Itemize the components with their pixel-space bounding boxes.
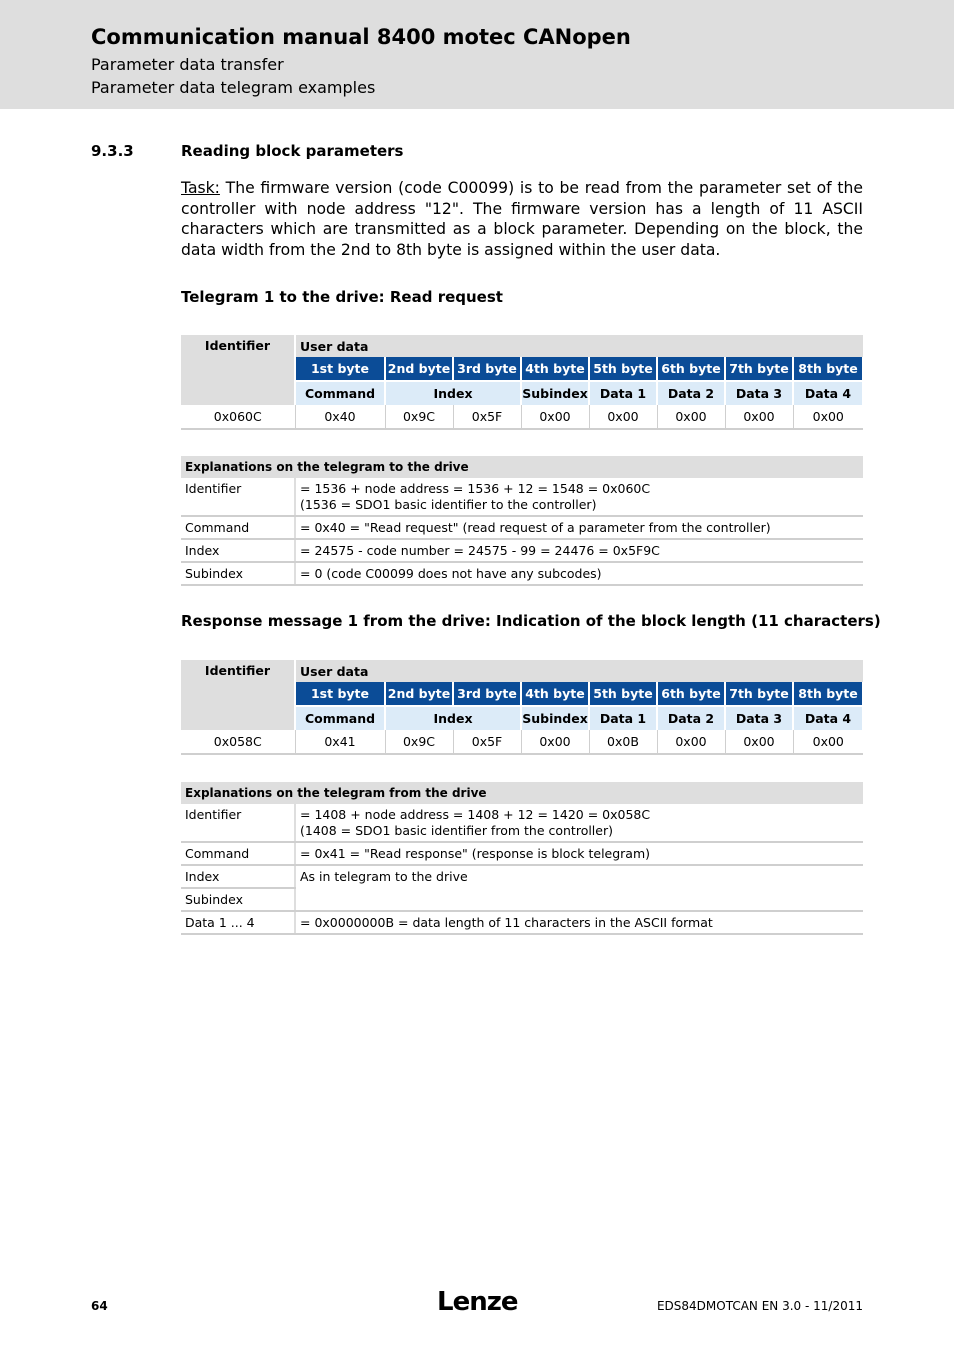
document-reference: EDS84DMOTCAN EN 3.0 - 11/2011 bbox=[656, 1299, 863, 1313]
byte-value: 0x5F bbox=[453, 405, 521, 429]
page-header bbox=[0, 0, 954, 109]
explanation-text: = 0x40 = "Read request" (read request of a parameter from the controller) bbox=[295, 516, 863, 539]
explanation-line: = 1408 + node address = 1408 + 12 = 1420 = 0x058C bbox=[300, 807, 651, 822]
explanation-label: Command bbox=[181, 842, 295, 865]
byte-value: 0x00 bbox=[725, 405, 793, 429]
explanation-label: Index bbox=[181, 539, 295, 562]
task-label: Task: bbox=[181, 179, 220, 197]
task-paragraph bbox=[181, 178, 863, 260]
explanation-label: Index bbox=[181, 865, 295, 888]
byte-header: 3rd byte bbox=[453, 682, 521, 706]
response1-heading: Response message 1 from the drive: Indication of the block length (11 characters) bbox=[181, 612, 881, 630]
byte-value: 0x00 bbox=[657, 405, 725, 429]
identifier-value: 0x060C bbox=[181, 405, 295, 429]
byte-value: 0x40 bbox=[295, 405, 385, 429]
byte-header: 7th byte bbox=[725, 357, 793, 381]
field-header: Data 2 bbox=[657, 706, 725, 730]
byte-value: 0x00 bbox=[657, 730, 725, 754]
explanation-label: Subindex bbox=[181, 888, 295, 911]
field-header: Subindex bbox=[521, 381, 589, 405]
explanation-line: (1408 = SDO1 basic identifier from the controller) bbox=[300, 823, 613, 838]
telegram1-heading: Telegram 1 to the drive: Read request bbox=[181, 288, 503, 306]
byte-header: 2nd byte bbox=[385, 682, 453, 706]
lenze-logo: Lenze bbox=[437, 1287, 518, 1317]
page-number: 64 bbox=[91, 1299, 108, 1313]
explanation-text: = 0x41 = "Read response" (response is block telegram) bbox=[295, 842, 863, 865]
explanation-text: As in telegram to the drive bbox=[295, 865, 863, 911]
byte-value: 0x00 bbox=[589, 405, 657, 429]
field-header: Data 2 bbox=[657, 381, 725, 405]
byte-value: 0x9C bbox=[385, 405, 453, 429]
byte-header: 1st byte bbox=[295, 357, 385, 381]
field-header: Index bbox=[385, 706, 521, 730]
field-header: Command bbox=[295, 381, 385, 405]
byte-value: 0x0B bbox=[589, 730, 657, 754]
explanation-label: Command bbox=[181, 516, 295, 539]
byte-header: 2nd byte bbox=[385, 357, 453, 381]
identifier-header: Identifier bbox=[181, 335, 295, 405]
byte-header: 3rd byte bbox=[453, 357, 521, 381]
chapter-title: Parameter data transfer bbox=[91, 55, 284, 74]
byte-header: 8th byte bbox=[793, 682, 863, 706]
byte-value: 0x9C bbox=[385, 730, 453, 754]
byte-value: 0x00 bbox=[521, 730, 589, 754]
field-header: Index bbox=[385, 381, 521, 405]
explanation-text: = 0x0000000B = data length of 11 characters in the ASCII format bbox=[295, 911, 863, 934]
user-data-header: User data bbox=[295, 335, 863, 357]
section-breadcrumb: Parameter data telegram examples bbox=[91, 78, 376, 97]
field-header: Data 1 bbox=[589, 706, 657, 730]
task-text: The firmware version (code C00099) is to be read from the parameter set of the controller with node address "12". The firmware version has a length of 11 ASCII characters which are transmitted as a block parameter. Depending on the block, the data width from the 2nd to 8th byte is assigned within the user data. bbox=[181, 179, 863, 259]
explanation1-table bbox=[181, 456, 863, 586]
field-header: Data 3 bbox=[725, 381, 793, 405]
explanation-label: Data 1 ... 4 bbox=[181, 911, 295, 934]
byte-header: 8th byte bbox=[793, 357, 863, 381]
byte-header: 4th byte bbox=[521, 357, 589, 381]
explanation-label: Identifier bbox=[181, 478, 295, 516]
field-header: Data 3 bbox=[725, 706, 793, 730]
explanation-text bbox=[295, 478, 863, 516]
explanation1-heading: Explanations on the telegram to the drive bbox=[181, 456, 863, 478]
byte-value: 0x00 bbox=[725, 730, 793, 754]
field-header: Command bbox=[295, 706, 385, 730]
explanation-line: = 1536 + node address = 1536 + 12 = 1548 = 0x060C bbox=[300, 481, 651, 496]
section-number: 9.3.3 bbox=[91, 142, 134, 160]
explanation-label: Identifier bbox=[181, 804, 295, 842]
byte-value: 0x5F bbox=[453, 730, 521, 754]
field-header: Data 1 bbox=[589, 381, 657, 405]
identifier-header: Identifier bbox=[181, 660, 295, 730]
byte-header: 6th byte bbox=[657, 357, 725, 381]
byte-value: 0x00 bbox=[793, 405, 863, 429]
field-header: Data 4 bbox=[793, 706, 863, 730]
field-header: Data 4 bbox=[793, 381, 863, 405]
explanation2-heading: Explanations on the telegram from the drive bbox=[181, 782, 863, 804]
byte-value: 0x00 bbox=[521, 405, 589, 429]
document-title: Communication manual 8400 motec CANopen bbox=[91, 25, 631, 49]
byte-value: 0x41 bbox=[295, 730, 385, 754]
response1-table bbox=[181, 660, 864, 755]
explanation-line: (1536 = SDO1 basic identifier to the controller) bbox=[300, 497, 597, 512]
section-title: Reading block parameters bbox=[181, 142, 404, 160]
byte-value: 0x00 bbox=[793, 730, 863, 754]
byte-header: 5th byte bbox=[589, 357, 657, 381]
explanation-text: = 24575 - code number = 24575 - 99 = 24476 = 0x5F9C bbox=[295, 539, 863, 562]
explanation-text: = 0 (code C00099 does not have any subcodes) bbox=[295, 562, 863, 585]
explanation-label: Subindex bbox=[181, 562, 295, 585]
telegram1-table bbox=[181, 335, 864, 430]
field-header: Subindex bbox=[521, 706, 589, 730]
byte-header: 1st byte bbox=[295, 682, 385, 706]
explanation2-table bbox=[181, 782, 863, 935]
byte-header: 4th byte bbox=[521, 682, 589, 706]
explanation-text bbox=[295, 804, 863, 842]
identifier-value: 0x058C bbox=[181, 730, 295, 754]
byte-header: 7th byte bbox=[725, 682, 793, 706]
byte-header: 6th byte bbox=[657, 682, 725, 706]
user-data-header: User data bbox=[295, 660, 863, 682]
byte-header: 5th byte bbox=[589, 682, 657, 706]
